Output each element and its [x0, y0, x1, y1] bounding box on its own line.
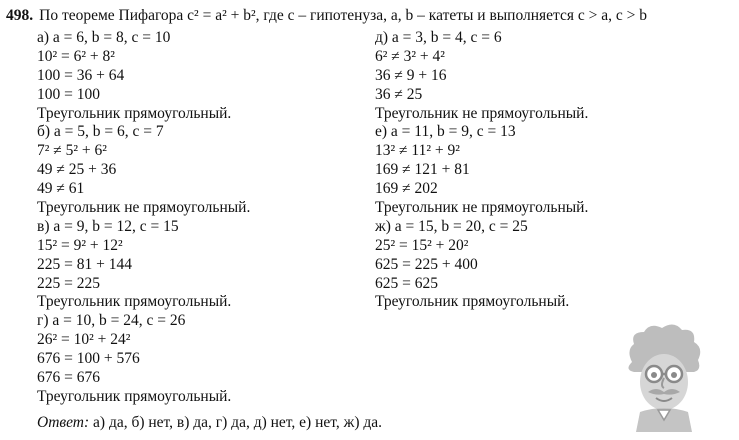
case-line: а) a = 6, b = 8, c = 10 [37, 29, 171, 46]
case-line: 36 ≠ 25 [375, 85, 423, 103]
professor-mascot-icon [622, 320, 706, 432]
case-line: 10² = 6² + 8² [37, 47, 115, 65]
case-line: 676 = 676 [37, 369, 100, 387]
answer-line [37, 414, 382, 432]
case-line: 100 = 36 + 64 [37, 66, 125, 84]
case-conclusion: Треугольник не прямоугольный. [375, 199, 589, 217]
case-line: 15² = 9² + 12² [37, 236, 123, 254]
case-line: 625 = 225 + 400 [375, 255, 478, 273]
answer-label: Ответ: [37, 414, 90, 431]
case-b [37, 123, 357, 217]
case-d [375, 29, 715, 123]
left-column [37, 29, 357, 407]
case-line: 49 ≠ 61 [37, 180, 85, 198]
case-line: 625 = 625 [375, 274, 438, 292]
answer-text: а) да, б) нет, в) да, г) да, д) нет, е) нет, ж) да. [89, 414, 382, 431]
case-line: 676 = 100 + 576 [37, 350, 140, 368]
case-line: ж) a = 15, b = 20, c = 25 [375, 217, 528, 235]
case-conclusion: Треугольник прямоугольный. [37, 387, 232, 405]
case-line: 36 ≠ 9 + 16 [375, 66, 447, 84]
case-line: 13² ≠ 11² + 9² [375, 142, 460, 160]
case-line: б) a = 5, b = 6, c = 7 [37, 123, 164, 141]
case-conclusion: Треугольник не прямоугольный. [37, 199, 251, 217]
case-line: 100 = 100 [37, 85, 100, 103]
case-v [37, 218, 357, 312]
problem-header [6, 7, 647, 25]
case-e [375, 123, 715, 217]
case-line: 7² ≠ 5² + 6² [37, 142, 107, 160]
case-g [37, 312, 357, 406]
case-conclusion: Треугольник не прямоугольный. [375, 104, 589, 122]
case-line: 169 ≠ 202 [375, 180, 438, 198]
case-line: г) a = 10, b = 24, c = 26 [37, 312, 186, 330]
case-conclusion: Треугольник прямоугольный. [37, 293, 232, 311]
case-a [37, 29, 357, 123]
case-line: 49 ≠ 25 + 36 [37, 161, 117, 179]
case-line: 225 = 81 + 144 [37, 255, 132, 273]
problem-statement: По теореме Пифагора c² = a² + b², где c – гипотенуза, a, b – катеты и выполняется c > a, c > b [39, 7, 648, 24]
case-zh [375, 218, 715, 312]
case-line: д) a = 3, b = 4, c = 6 [375, 29, 502, 46]
case-line: 6² ≠ 3² + 4² [375, 47, 445, 65]
case-line: е) a = 11, b = 9, c = 13 [375, 123, 516, 141]
right-column [375, 29, 715, 312]
case-conclusion: Треугольник прямоугольный. [375, 293, 570, 311]
case-line: 225 = 225 [37, 274, 100, 292]
case-line: 25² = 15² + 20² [375, 236, 469, 254]
case-line: в) a = 9, b = 12, c = 15 [37, 217, 179, 235]
case-conclusion: Треугольник прямоугольный. [37, 104, 232, 122]
case-line: 169 ≠ 121 + 81 [375, 161, 470, 179]
case-line: 26² = 10² + 24² [37, 331, 131, 349]
problem-number: 498. [6, 7, 34, 24]
